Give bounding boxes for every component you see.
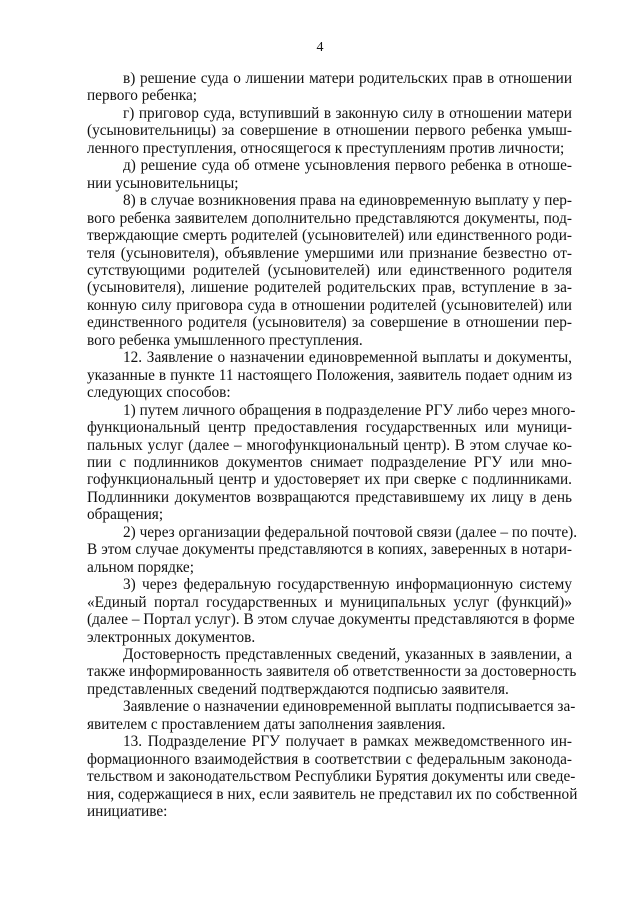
text-line: функциональный центр предоставления государственных или муници- [87, 419, 572, 437]
text-line: представленных сведений подтверждаются подписью заявителя. [87, 680, 509, 698]
paragraph [87, 733, 578, 821]
text-line: тверждающие смерть родителей (усыновителей) или единственного роди- [87, 227, 572, 245]
text-line: (далее – Портал услуг). В этом случае документы представляются в форме [87, 611, 575, 629]
text-line: теля (усыновителя), объявление умершими или признание безвестно от- [87, 244, 572, 262]
text-line: 12. Заявление о назначении единовременной выплаты и документы, [123, 349, 572, 367]
document-body [87, 70, 578, 821]
text-line: вого ребенка умышленного преступления. [87, 331, 363, 349]
text-line: электронных документов. [87, 628, 256, 646]
text-line: ленного преступления, относящегося к преступлениям против личности; [87, 139, 565, 157]
text-line: сутствующими родителей (усыновителей) или единственного родителя [87, 261, 572, 279]
text-line: следующих способов: [87, 384, 231, 402]
paragraph [87, 349, 572, 401]
text-line: указанные в пункте 11 настоящего Положения, заявитель подает одним из [87, 366, 572, 384]
text-line: (усыновителя), лишение родителей родительских прав, вступление в за- [87, 279, 572, 297]
paragraph [87, 523, 578, 576]
text-line: 13. Подразделение РГУ получает в рамках межведомственного ин- [123, 733, 572, 751]
text-line: первого ребенка; [87, 87, 197, 105]
paragraph [87, 192, 572, 349]
text-line: пии с подлинников документов снимает подразделение РГУ или мно- [87, 453, 572, 471]
text-line: единственного родителя (усыновителя) за совершение в отношении пер- [87, 314, 572, 332]
text-line: конную силу приговора суда в отношении родителей (усыновителей) или [87, 296, 572, 314]
text-line: 8) в случае возникновения права на единовременную выплату у пер- [123, 192, 572, 210]
text-line: формационного взаимодействия в соответствии с федеральным законода- [87, 750, 572, 768]
text-line: Подлинники документов возвращаются представившему их лицу в день [87, 488, 572, 506]
paragraph [87, 401, 576, 524]
text-line: также информированность заявителя об ответственности за достоверность [87, 663, 577, 681]
text-line: явителем с проставлением даты заполнения заявления. [87, 715, 446, 733]
text-line: пальных услуг (далее – многофункциональный центр). В этом случае ко- [87, 436, 572, 454]
text-line: инициативе: [87, 803, 168, 821]
paragraph [87, 70, 572, 105]
paragraph [87, 105, 572, 157]
page-number: 4 [316, 40, 324, 55]
text-line: (усыновительницы) за совершение в отношении первого ребенка умыш- [87, 122, 572, 140]
paragraph [87, 576, 575, 646]
paragraph [87, 645, 577, 698]
text-line: г) приговор суда, вступивший в законную силу в отношении матери [123, 104, 572, 122]
text-line: в) решение суда о лишении матери родительских прав в отношении [123, 70, 572, 87]
text-line: В этом случае документы представляются в копиях, заверенных в нотари- [87, 541, 572, 559]
text-line: обращения; [87, 506, 164, 524]
text-line: вого ребенка заявителем дополнительно представляются документы, под- [87, 209, 572, 227]
text-line: 2) через организации федеральной почтовой связи (далее – по почте). [123, 523, 578, 541]
text-line: альном порядке; [87, 558, 194, 576]
text-line: д) решение суда об отмене усыновления первого ребенка в отноше- [123, 157, 572, 175]
text-line: тельством и законодательством Республики Бурятия документы или сведе- [87, 768, 576, 786]
text-line: гофункциональный центр и удостоверяет их при сверке с подлинниками. [87, 471, 572, 489]
text-line: ния, содержащиеся в них, если заявитель не представил их по собственной [87, 785, 578, 803]
text-line: «Единый портал государственных и муниципальных услуг (функций)» [87, 593, 572, 611]
text-line: 3) через федеральную государственную информационную систему [123, 576, 572, 594]
paragraph [87, 698, 576, 733]
text-line: Достоверность представленных сведений, указанных в заявлении, а [123, 645, 572, 663]
paragraph [87, 157, 572, 192]
text-line: 1) путем личного обращения в подразделение РГУ либо через много- [123, 401, 576, 419]
text-line: нии усыновительницы; [87, 174, 239, 192]
text-line: Заявление о назначении единовременной выплаты подписывается за- [123, 698, 576, 716]
